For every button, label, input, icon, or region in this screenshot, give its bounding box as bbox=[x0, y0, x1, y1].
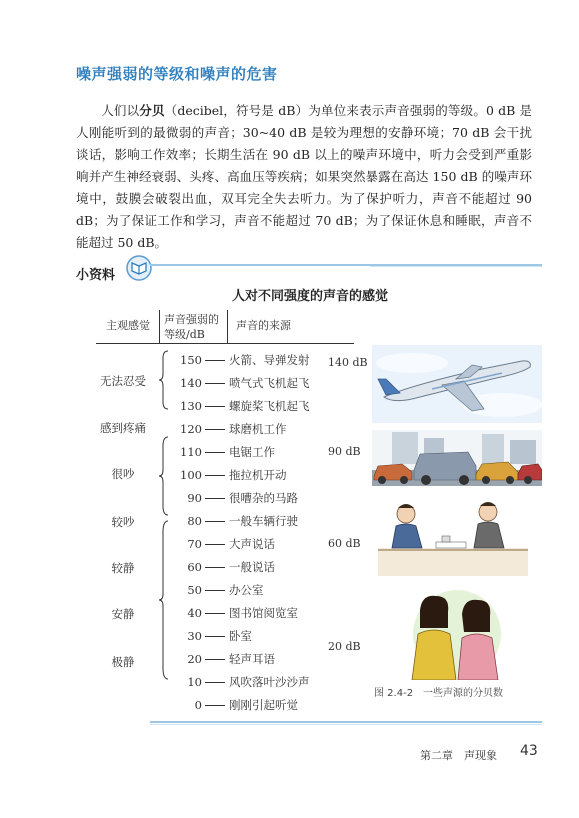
whisper-illustration bbox=[372, 588, 542, 680]
scene-label-2: 60 dB bbox=[328, 537, 361, 550]
table-row bbox=[150, 350, 310, 370]
row-dash bbox=[205, 636, 225, 637]
row-dash bbox=[205, 521, 225, 522]
table-row bbox=[150, 373, 310, 393]
brace-0 bbox=[158, 350, 170, 410]
row-source: 大声说话 bbox=[229, 537, 275, 551]
row-db-value: 100 bbox=[180, 468, 202, 482]
perception-3: 较吵 bbox=[111, 515, 135, 529]
info-box-bottom-rule-light bbox=[150, 724, 542, 725]
row-db-value: 30 bbox=[187, 629, 202, 643]
row-source: 一般车辆行驶 bbox=[229, 514, 298, 528]
row-source: 一般说话 bbox=[229, 560, 275, 574]
row-dash bbox=[205, 613, 225, 614]
info-box-label: 小资料 bbox=[76, 268, 116, 283]
row-source: 火箭、导弹发射 bbox=[229, 353, 310, 367]
row-source: 电锯工作 bbox=[229, 445, 275, 459]
row-dash bbox=[205, 452, 225, 453]
office-talk-illustration bbox=[378, 496, 528, 576]
row-db-value: 60 bbox=[187, 560, 202, 574]
info-box-bottom-rule bbox=[150, 721, 542, 723]
row-db-value: 40 bbox=[187, 606, 202, 620]
brace-2 bbox=[158, 520, 170, 680]
perception-4: 较静 bbox=[111, 561, 135, 575]
airplane-illustration bbox=[372, 345, 542, 423]
traffic-illustration bbox=[372, 430, 542, 486]
row-dash bbox=[205, 567, 225, 568]
table-row bbox=[150, 672, 310, 692]
row-source: 很嘈杂的马路 bbox=[229, 491, 298, 505]
perception-1: 感到疼痛 bbox=[100, 421, 146, 435]
scene-label-0: 140 dB bbox=[328, 356, 368, 369]
row-source: 图书馆阅览室 bbox=[229, 606, 298, 620]
table-row bbox=[150, 488, 298, 508]
row-db-value: 110 bbox=[180, 445, 202, 459]
para-after-bold: （decibel，符号是 dB）为单位来表示声音强弱的等级。0 dB 是人刚能听到的最微弱的声音；30~40 dB 是较为理想的安静环境；70 dB 会干扰谈话，影响工作效率；长期生活在 90 dB 以上的噪声环境中，听力会受到严重影响并产生神经衰弱、头疼、高血压等疾病；如果突然暴露在高达 150 dB 的噪声环境中，鼓膜会破裂出血，双耳完全失去听力。为了保护听力，声音不能超过 90 dB；为了保证工作和学习，声音不能超过 70 dB；为了保证休息和睡眠，声音不能超过 50 dB。 bbox=[76, 103, 532, 250]
table-row bbox=[150, 396, 310, 416]
row-db-value: 80 bbox=[187, 514, 202, 528]
info-book-icon bbox=[124, 254, 154, 282]
table-row bbox=[150, 465, 287, 485]
header-bottom-line bbox=[96, 343, 354, 344]
perception-2: 很吵 bbox=[111, 467, 135, 481]
perception-0: 无法忍受 bbox=[100, 374, 146, 388]
row-dash bbox=[205, 360, 225, 361]
body-paragraph bbox=[76, 100, 532, 254]
row-db-value: 90 bbox=[187, 491, 202, 505]
perception-5: 安静 bbox=[111, 607, 135, 621]
table-row bbox=[150, 603, 298, 623]
para-before-bold: 人们以 bbox=[101, 103, 140, 118]
header-source: 声音的来源 bbox=[236, 319, 291, 332]
row-dash bbox=[205, 498, 225, 499]
row-dash bbox=[205, 429, 225, 430]
row-dash bbox=[205, 705, 225, 706]
header-level-line2: 等级/dB bbox=[164, 328, 205, 341]
perception-6: 极静 bbox=[111, 655, 135, 669]
header-level-line1: 声音强弱的 bbox=[164, 313, 219, 326]
row-db-value: 140 bbox=[180, 376, 202, 390]
row-source: 拖拉机开动 bbox=[229, 468, 287, 482]
row-dash bbox=[205, 659, 225, 660]
row-source: 办公室 bbox=[229, 583, 264, 597]
section-title: 噪声强弱的等级和噪声的危害 bbox=[76, 65, 278, 83]
row-db-value: 0 bbox=[194, 698, 202, 712]
table-title: 人对不同强度的声音的感觉 bbox=[231, 289, 388, 304]
row-source: 球磨机工作 bbox=[229, 422, 287, 436]
row-dash bbox=[205, 590, 225, 591]
row-db-value: 50 bbox=[187, 583, 202, 597]
row-db-value: 20 bbox=[187, 652, 202, 666]
para-bold-term: 分贝 bbox=[139, 103, 165, 118]
chapter-footer: 第二章 声现象 bbox=[420, 749, 497, 762]
page-number: 43 bbox=[520, 743, 538, 759]
row-source: 轻声耳语 bbox=[229, 652, 275, 666]
row-dash bbox=[205, 383, 225, 384]
table-row bbox=[150, 511, 298, 531]
header-divider-1 bbox=[159, 310, 160, 343]
row-db-value: 150 bbox=[180, 353, 202, 367]
row-db-value: 130 bbox=[180, 399, 202, 413]
scene-label-3: 20 dB bbox=[328, 640, 361, 653]
row-dash bbox=[205, 475, 225, 476]
row-dash bbox=[205, 682, 225, 683]
table-row bbox=[150, 419, 287, 439]
row-db-value: 70 bbox=[187, 537, 202, 551]
brace-1 bbox=[158, 436, 170, 516]
row-source: 风吹落叶沙沙声 bbox=[229, 675, 310, 689]
header-perception: 主观感觉 bbox=[106, 319, 150, 332]
header-divider-2 bbox=[227, 310, 228, 343]
row-source: 喷气式飞机起飞 bbox=[229, 376, 310, 390]
header-level bbox=[164, 312, 219, 342]
row-db-value: 10 bbox=[187, 675, 202, 689]
row-source: 螺旋桨飞机起飞 bbox=[229, 399, 310, 413]
row-dash bbox=[205, 406, 225, 407]
row-source: 卧室 bbox=[229, 629, 252, 643]
row-db-value: 120 bbox=[180, 422, 202, 436]
scene-label-1: 90 dB bbox=[328, 445, 361, 458]
row-source: 刚刚引起听觉 bbox=[229, 698, 298, 712]
info-box-top-rule-light bbox=[370, 266, 542, 267]
figure-caption: 图 2.4-2 一些声源的分贝数 bbox=[374, 688, 504, 699]
table-row bbox=[150, 695, 298, 715]
row-dash bbox=[205, 544, 225, 545]
